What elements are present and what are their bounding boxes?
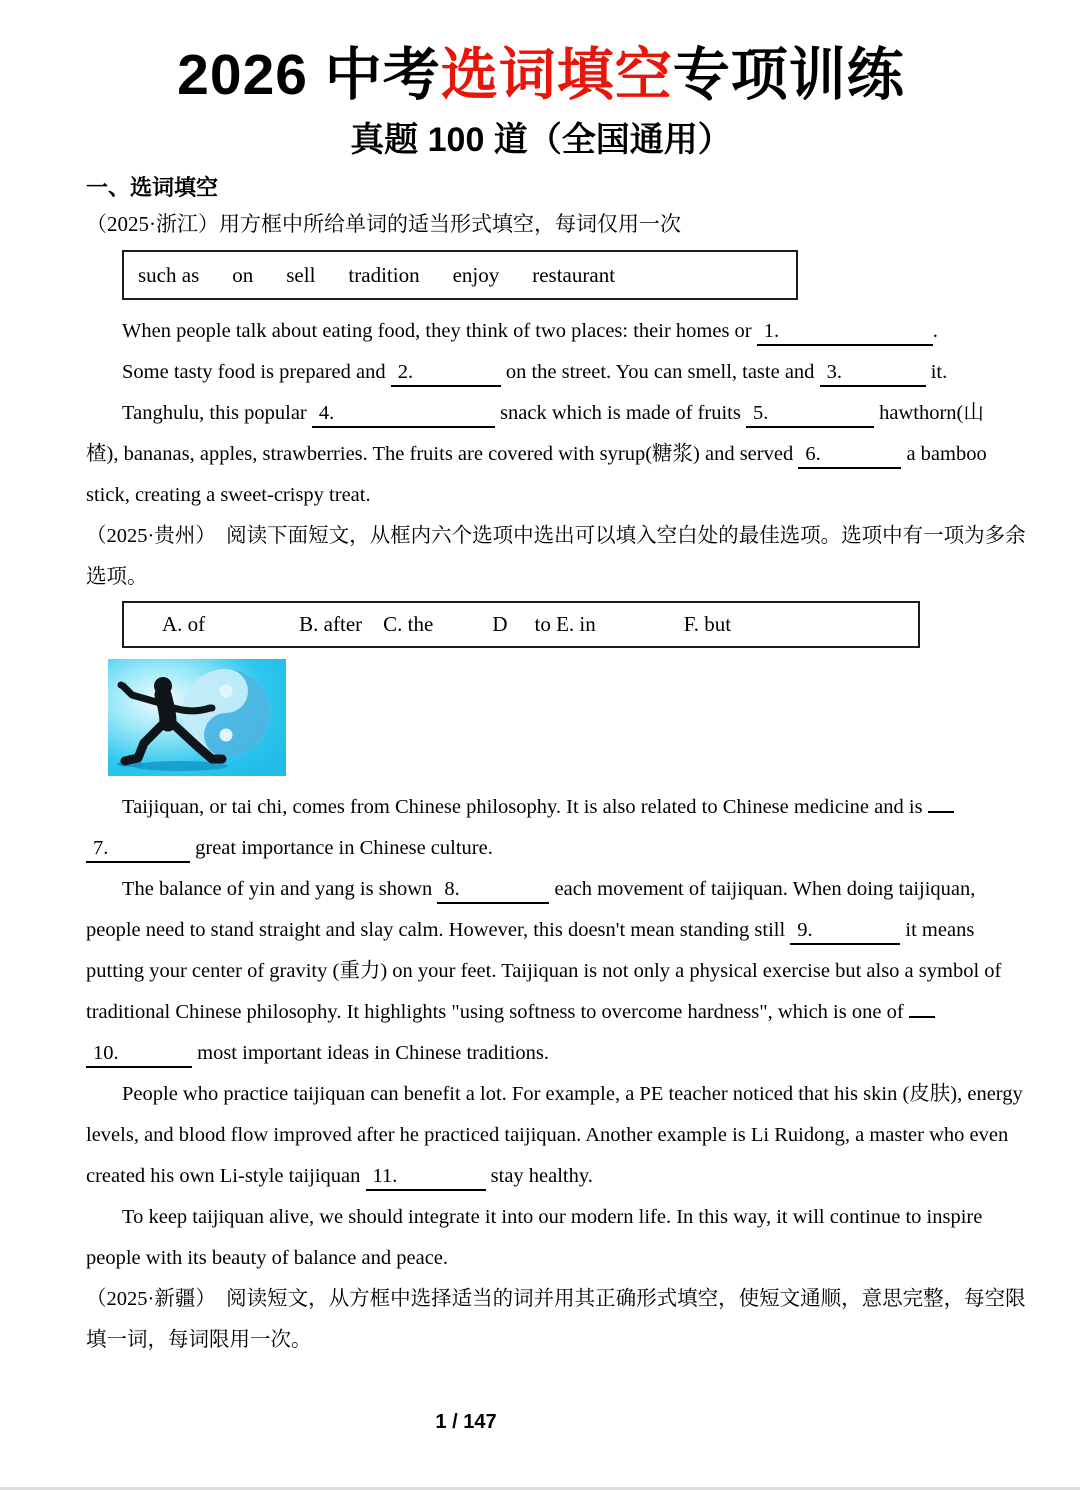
text-line: 填一词，每词限用一次。 xyxy=(86,1329,312,1352)
exercise3-instruction xyxy=(86,1279,1026,1361)
fill-blank: 1. xyxy=(757,319,933,346)
fill-blank: 9. xyxy=(790,918,900,945)
option-item: C. the xyxy=(383,612,434,637)
taiji-yin-yang-image xyxy=(108,659,286,776)
text-line: Some tasty food is prepared and 2. on the street. You can smell, taste and 3. it. xyxy=(86,352,996,393)
word-bank-item: enjoy xyxy=(452,262,500,287)
page-number-indicator: 1 / 147 xyxy=(435,1411,497,1434)
title-highlight: 选词填空 xyxy=(440,43,673,107)
fill-blank xyxy=(909,1015,935,1018)
exercise2-instruction xyxy=(86,516,1026,598)
fill-blank: 5. xyxy=(746,401,874,428)
text-line: Taijiquan, or tai chi, comes from Chinese philosophy. It is also related to Chinese medicine and is xyxy=(86,787,996,828)
section-heading: 一、选词填空 xyxy=(86,175,219,201)
text-line: 选项。 xyxy=(86,566,148,589)
text-line: stick, creating a sweet-crispy treat. xyxy=(86,484,371,507)
title-text-right: 专项训练 xyxy=(672,43,905,107)
option-item: F. but xyxy=(683,612,732,637)
fill-blank: 11. xyxy=(366,1164,486,1191)
fill-blank: 7. xyxy=(86,836,190,863)
word-bank-item: such as xyxy=(138,262,200,287)
word-bank-item: tradition xyxy=(348,262,420,287)
text-line: people with its beauty of balance and peace. xyxy=(86,1247,449,1270)
text-line: levels, and blood flow improved after he practiced taijiquan. Another example is Li Ruidong, a master who even xyxy=(86,1124,1009,1147)
text-line: people need to stand straight and slay calm. However, this doesn't mean standing still 9. it means xyxy=(86,910,996,951)
text-line: When people talk about eating food, they think of two places: their homes or 1. . xyxy=(86,311,996,352)
text-line: To keep taijiquan alive, we should integrate it into our modern life. In this way, it will continue to inspire xyxy=(122,1206,983,1229)
text-line: （2025·新疆） 阅读短文，从方框中选择适当的词并用其正确形式填空，使短文通顺，意思完整，每空限 xyxy=(86,1288,1026,1311)
fill-blank xyxy=(928,810,954,813)
exercise1-instruction: （2025·浙江）用方框中所给单词的适当形式填空，每词仅用一次 xyxy=(86,212,681,237)
text-line: The balance of yin and yang is shown 8. each movement of taijiquan. When doing taijiquan, xyxy=(86,869,996,910)
fill-blank: 3. xyxy=(820,360,926,387)
option-item: A. of xyxy=(162,612,206,637)
text-line: 7. great importance in Chinese culture. xyxy=(86,828,996,869)
exercise1-word-bank-box xyxy=(122,250,798,300)
option-item: D xyxy=(492,612,508,637)
word-bank-item: on xyxy=(232,262,254,287)
text-line: traditional Chinese philosophy. It highlights "using softness to overcome hardness", which is one of xyxy=(86,992,996,1033)
text-line: 楂), bananas, apples, strawberries. The fruits are covered with syrup(糖浆) and served 6. a bamboo xyxy=(86,434,996,475)
option-item: B. after xyxy=(299,612,363,637)
text-line: created his own Li-style taijiquan 11. stay healthy. xyxy=(86,1156,996,1197)
fill-blank: 10. xyxy=(86,1041,192,1068)
option-item: to E. in xyxy=(534,612,596,637)
page-title xyxy=(86,44,996,108)
text-line: 10. most important ideas in Chinese traditions. xyxy=(86,1033,996,1074)
word-bank-item: restaurant xyxy=(532,262,616,287)
fill-blank: 8. xyxy=(437,877,549,904)
text-line: People who practice taijiquan can benefit a lot. For example, a PE teacher noticed that his skin (皮肤), energy xyxy=(122,1083,1023,1106)
fill-blank: 6. xyxy=(798,442,901,469)
page-subtitle: 真题 100 道（全国通用） xyxy=(350,120,732,159)
text-line: putting your center of gravity (重力) on your feet. Taijiquan is not only a physical exercise but also a symbol of xyxy=(86,960,1002,983)
fill-blank: 2. xyxy=(391,360,501,387)
exercise2-passage xyxy=(86,787,1023,1279)
word-bank-item: sell xyxy=(286,262,316,287)
exercise1-passage xyxy=(86,311,996,516)
text-line: Tanghulu, this popular 4. snack which is made of fruits 5. hawthorn(山 xyxy=(86,393,996,434)
exercise2-option-box xyxy=(122,601,920,648)
fill-blank: 4. xyxy=(312,401,495,428)
title-text-left: 2026 中考 xyxy=(177,43,441,107)
text-line: （2025·贵州） 阅读下面短文，从框内六个选项中选出可以填入空白处的最佳选项。选项中有一项为多余 xyxy=(86,525,1026,548)
taiji-illustration xyxy=(108,659,286,776)
